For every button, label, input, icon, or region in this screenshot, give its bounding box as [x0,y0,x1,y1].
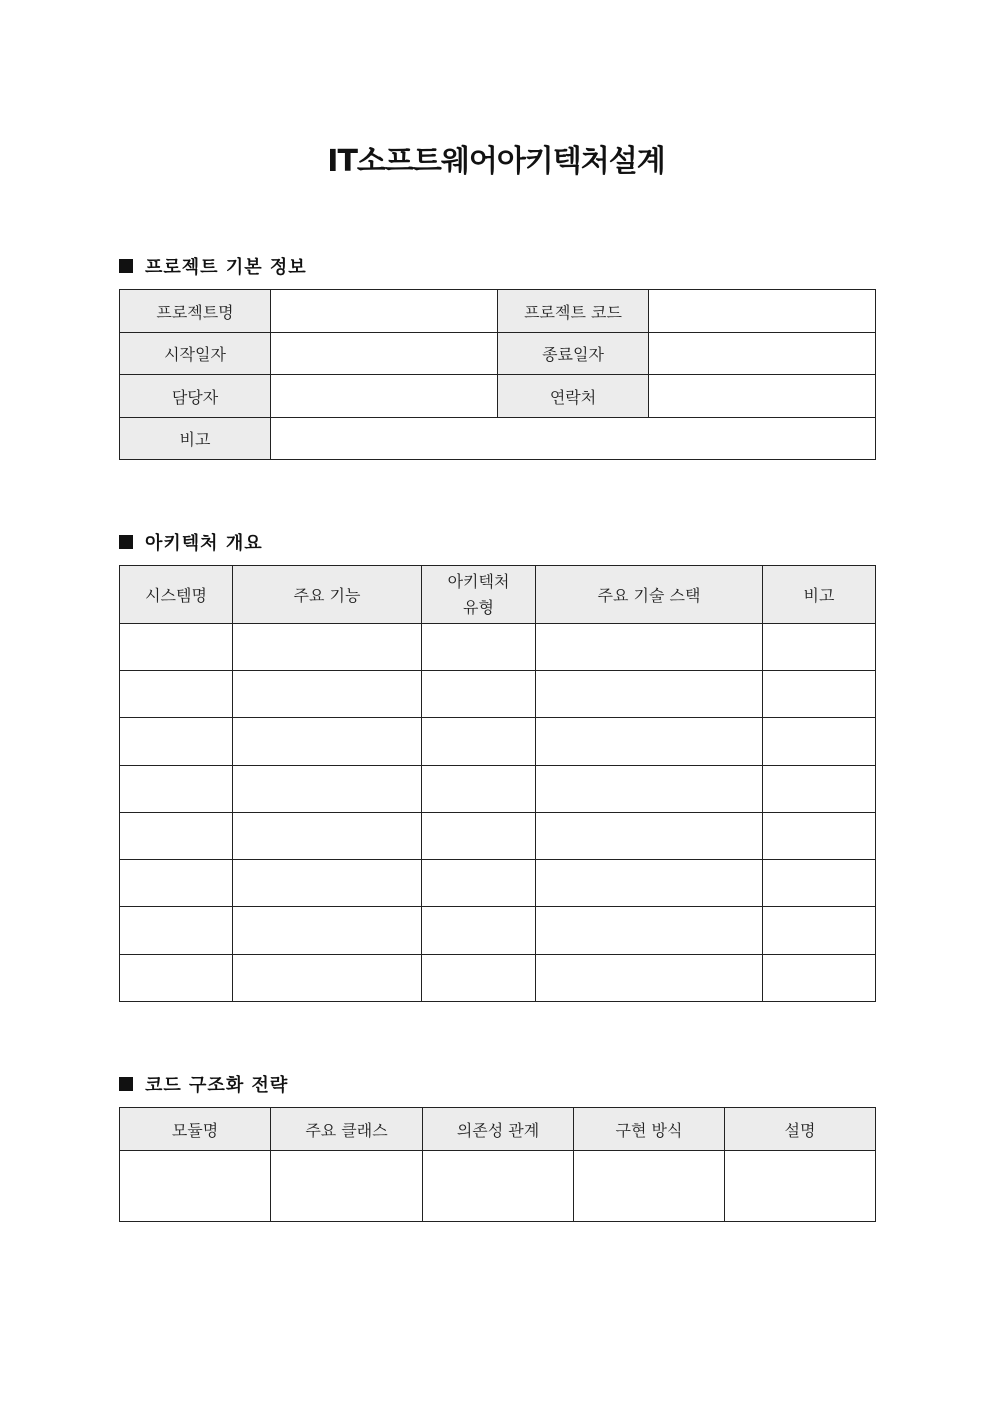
table-cell[interactable] [120,766,233,813]
label-manager: 담당자 [120,375,271,418]
square-bullet-icon [119,535,133,549]
table-header-row [120,1108,876,1151]
table-row [120,766,876,813]
table-cell[interactable] [233,955,422,1002]
table-header-row [120,566,876,624]
column-header-remarks: 비고 [763,566,876,624]
table-row [120,418,876,460]
table-cell[interactable] [536,624,763,671]
table-cell[interactable] [536,718,763,766]
table-cell[interactable] [536,813,763,860]
field-manager[interactable] [271,375,498,418]
label-end-date: 종료일자 [498,333,649,375]
table-row [120,860,876,907]
table-row [120,907,876,955]
label-contact: 연락처 [498,375,649,418]
table-cell[interactable] [763,624,876,671]
table-cell[interactable] [422,860,536,907]
table-cell[interactable] [422,766,536,813]
table-cell[interactable] [233,671,422,718]
label-start-date: 시작일자 [120,333,271,375]
table-cell[interactable] [536,955,763,1002]
table-cell[interactable] [120,718,233,766]
column-header-architecture-type [422,566,536,624]
table-cell[interactable] [233,907,422,955]
table-cell[interactable] [271,1151,423,1222]
section-heading-code-structure [119,1071,288,1097]
section-heading-project-info [119,253,307,279]
table-cell[interactable] [120,813,233,860]
table-cell[interactable] [233,766,422,813]
table-cell[interactable] [120,955,233,1002]
column-header-line-2: 유형 [463,597,494,617]
table-cell[interactable] [120,860,233,907]
table-cell[interactable] [120,624,233,671]
table-row [120,955,876,1002]
table-cell[interactable] [422,624,536,671]
table-cell[interactable] [763,860,876,907]
column-header-tech-stack: 주요 기술 스택 [536,566,763,624]
table-cell[interactable] [536,860,763,907]
table-cell[interactable] [423,1151,574,1222]
table-cell[interactable] [536,907,763,955]
table-cell[interactable] [120,671,233,718]
field-project-code[interactable] [649,290,876,333]
field-project-name[interactable] [271,290,498,333]
table-cell[interactable] [120,907,233,955]
table-cell[interactable] [422,907,536,955]
table-row [120,718,876,766]
table-row [120,813,876,860]
field-remarks[interactable] [271,418,876,460]
table-row [120,624,876,671]
table-cell[interactable] [763,671,876,718]
label-remarks: 비고 [120,418,271,460]
table-cell[interactable] [120,1151,271,1222]
column-header-system-name: 시스템명 [120,566,233,624]
column-header-main-class: 주요 클래스 [271,1108,423,1151]
column-header-dependency: 의존성 관계 [423,1108,574,1151]
table-cell[interactable] [536,766,763,813]
table-cell[interactable] [233,624,422,671]
section-title: 프로젝트 기본 정보 [145,257,307,278]
table-row [120,375,876,418]
label-project-code: 프로젝트 코드 [498,290,649,333]
column-header-implementation: 구현 방식 [574,1108,725,1151]
project-info-table [119,289,876,460]
square-bullet-icon [119,259,133,273]
table-cell[interactable] [233,718,422,766]
table-cell[interactable] [233,813,422,860]
section-heading-architecture-overview [119,529,263,555]
table-cell[interactable] [763,718,876,766]
table-cell[interactable] [725,1151,876,1222]
square-bullet-icon [119,1077,133,1091]
field-contact[interactable] [649,375,876,418]
table-cell[interactable] [422,718,536,766]
table-cell[interactable] [422,813,536,860]
label-project-name: 프로젝트명 [120,290,271,333]
column-header-module-name: 모듈명 [120,1108,271,1151]
table-row [120,1151,876,1222]
column-header-description: 설명 [725,1108,876,1151]
table-cell[interactable] [763,955,876,1002]
table-row [120,671,876,718]
document-title: IT소프트웨어아키텍처설계 [327,144,665,179]
field-start-date[interactable] [271,333,498,375]
column-header-main-function: 주요 기능 [233,566,422,624]
table-cell[interactable] [763,813,876,860]
code-structure-table [119,1107,876,1222]
table-cell[interactable] [422,955,536,1002]
table-cell[interactable] [763,907,876,955]
section-title: 코드 구조화 전략 [145,1075,289,1096]
table-cell[interactable] [574,1151,725,1222]
field-end-date[interactable] [649,333,876,375]
table-row [120,333,876,375]
table-cell[interactable] [536,671,763,718]
table-row [120,290,876,333]
column-header-line-1: 아키텍처 [447,571,510,591]
architecture-overview-table [119,565,876,1002]
section-title: 아키텍처 개요 [145,533,263,554]
table-cell[interactable] [763,766,876,813]
table-cell[interactable] [422,671,536,718]
table-cell[interactable] [233,860,422,907]
